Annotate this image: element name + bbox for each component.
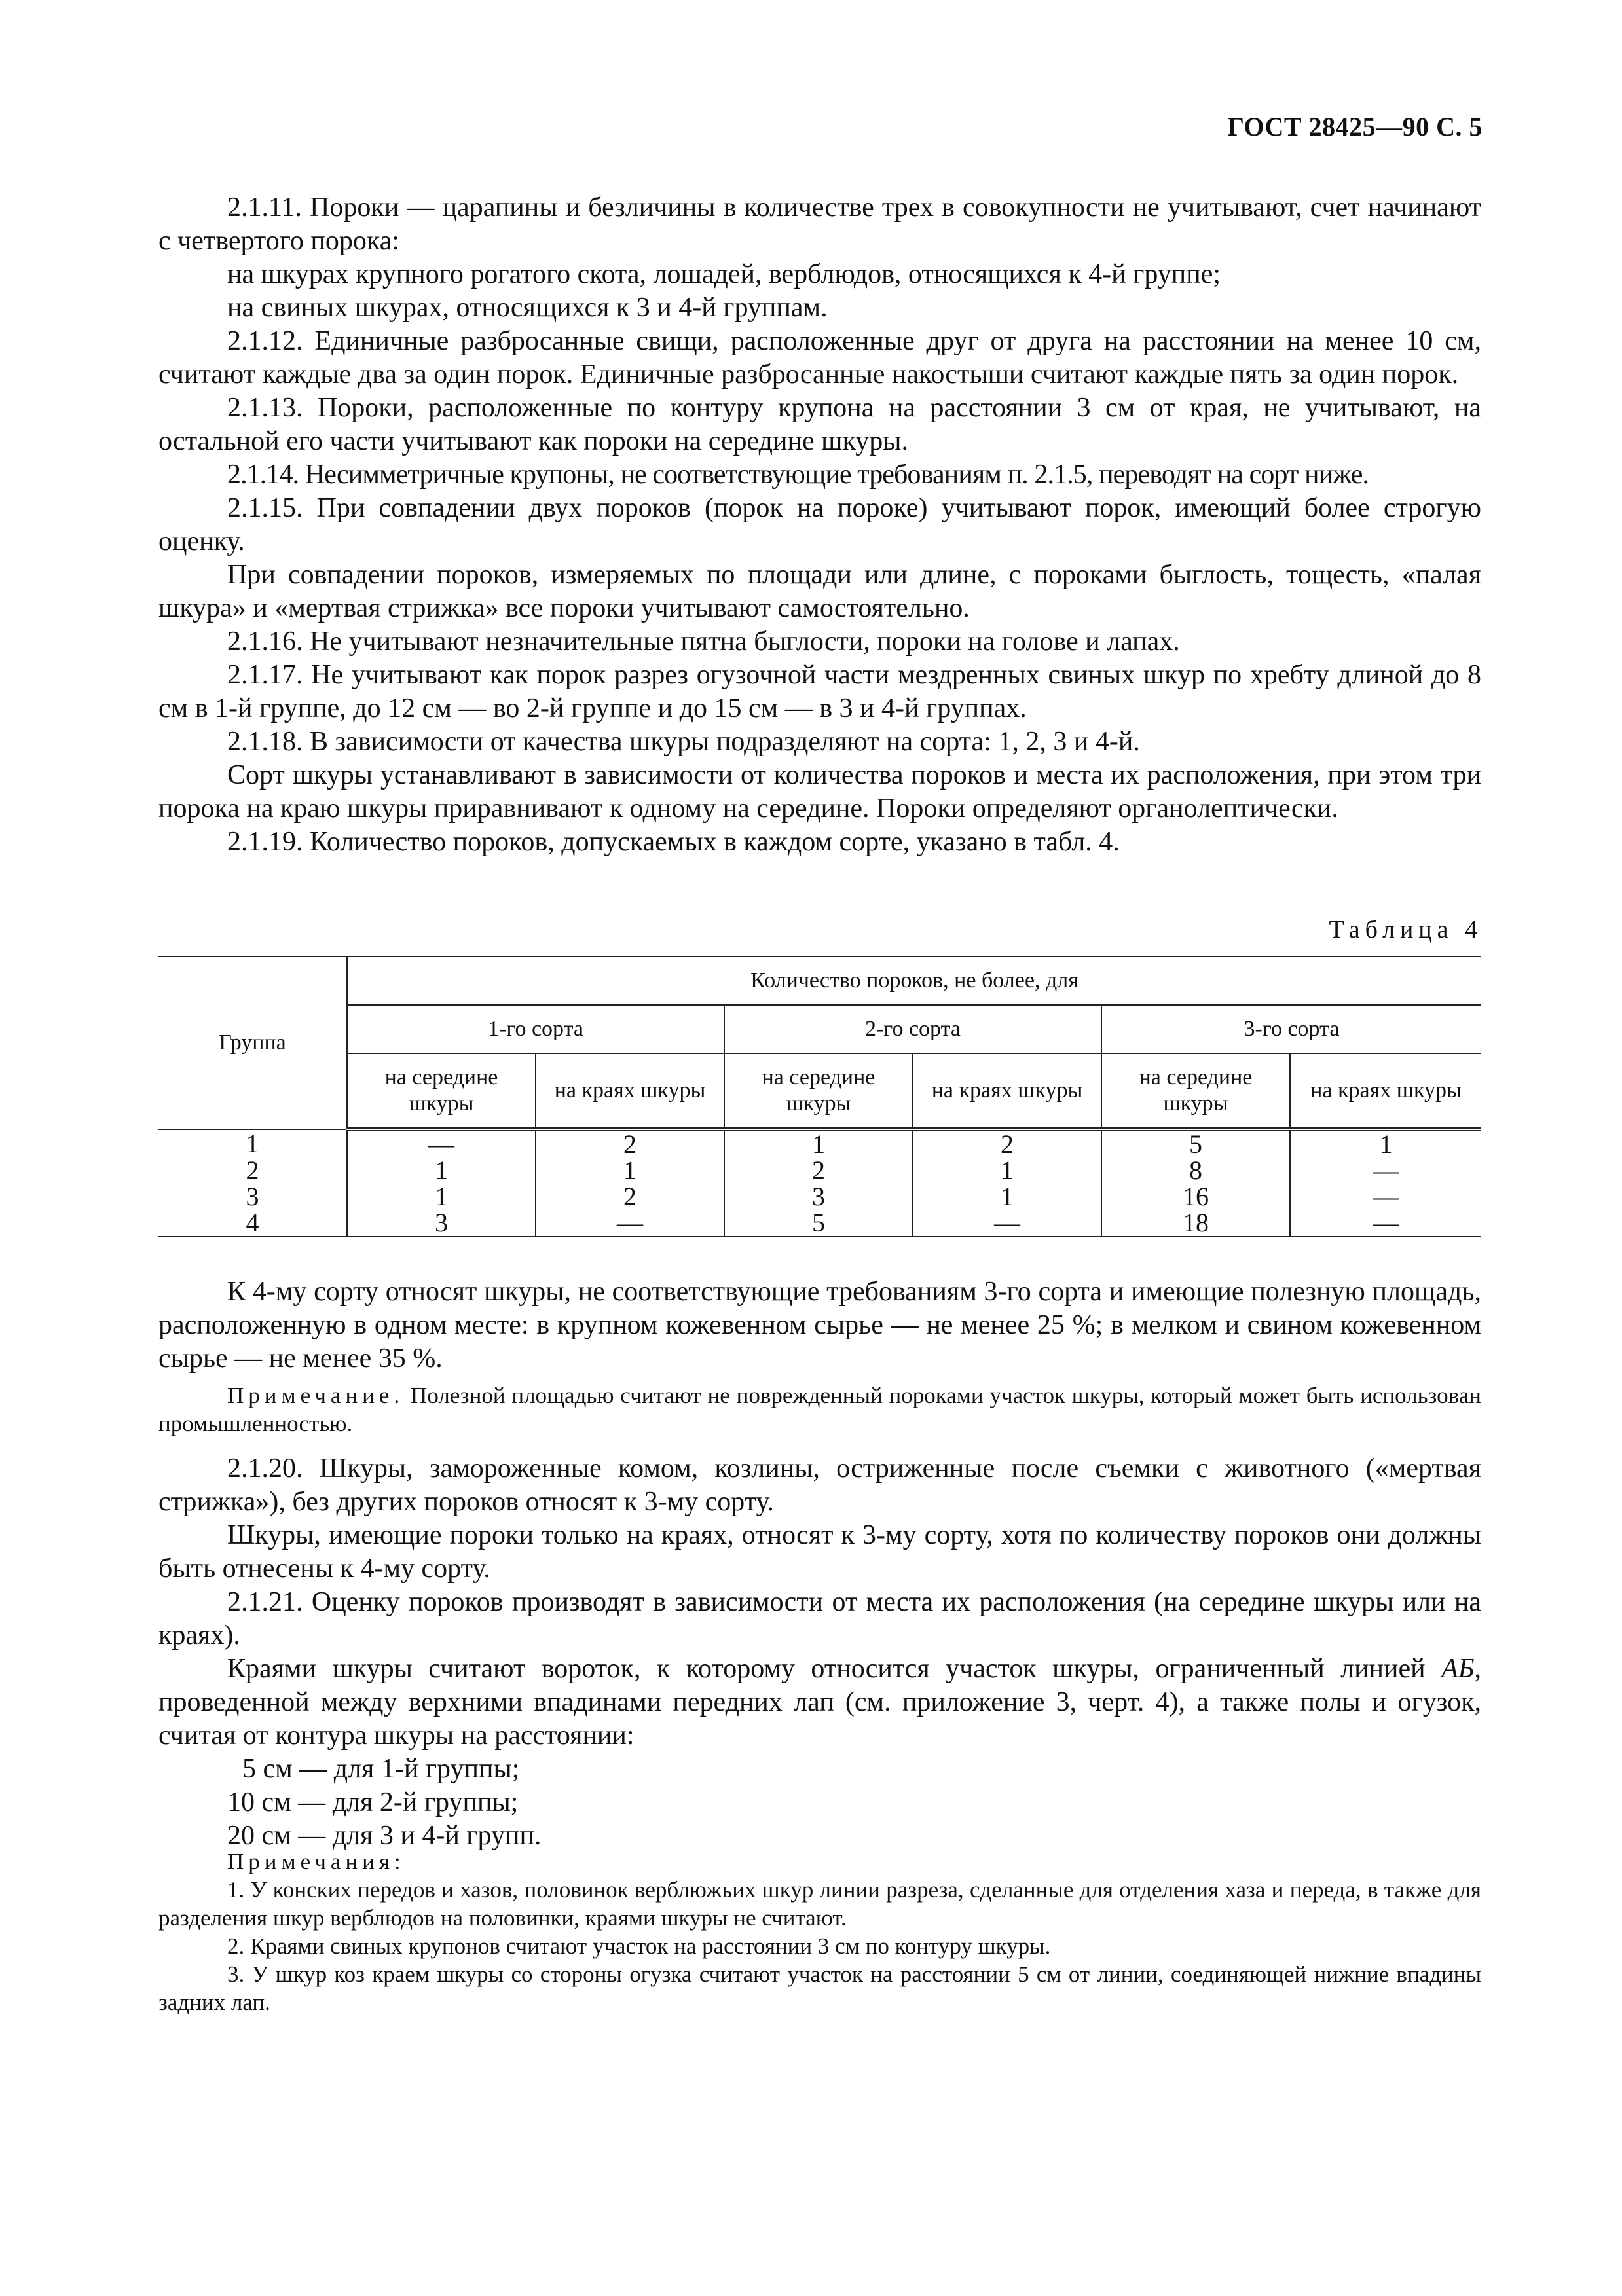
note-item: 2. Краями свиных крупонов считают участок на расстоянии 3 см по контуру шкуры. (227, 1933, 1051, 1959)
header-middle: на середине шкуры (347, 1053, 536, 1129)
distance-item: 20 см — для 3 и 4-й групп. (227, 1821, 542, 1851)
body-text-top (158, 191, 1481, 859)
paragraph: на свиных шкурах, относящихся к 3 и 4-й группам. (227, 293, 828, 323)
table-row (158, 1157, 1481, 1184)
paragraph: 2.1.19. Количество пороков, допускаемых в каждом сорте, указано в табл. 4. (227, 827, 1120, 857)
table-cell: 1 (347, 1157, 536, 1184)
table-cell: 1 (158, 1129, 347, 1157)
header-span: Количество пороков, не более, для (347, 957, 1481, 1005)
paragraph: 2.1.12. Единичные разбросанные свищи, расположенные друг от друга на расстоянии на менее 10 см, считают каждые два за один порок. Единичные разбросанные накостыши считают каждые пять за один порок. (158, 326, 1481, 390)
table-cell: 3 (347, 1210, 536, 1237)
paragraph: 2.1.21. Оценку пороков производят в зависимости от места их расположения (на середине шкуры или на краях). (158, 1587, 1481, 1650)
paragraph: Сорт шкуры устанавливают в зависимости от количества пороков и места их расположения, при этом три порока на краю шкуры приравнивают к одному на середине. Пороки определяют органолептически. (158, 760, 1481, 824)
paragraph: на шкурах крупного рогатого скота, лошадей, верблюдов, относящихся к 4-й группе; (227, 259, 1221, 289)
header-edges: на краях шкуры (536, 1053, 724, 1129)
header-middle: на середине шкуры (1101, 1053, 1290, 1129)
table-cell: 3 (158, 1184, 347, 1210)
paragraph: 2.1.11. Пороки — царапины и безличины в количестве трех в совокупности не учитывают, счет начинают с четвертого порока: (158, 192, 1481, 256)
paragraph: 2.1.13. Пороки, расположенные по контуру крупона на расстоянии 3 см от края, не учитывают, на остальной его части учитывают как пороки на середине шкуры. (158, 393, 1481, 456)
table-row (158, 1210, 1481, 1237)
header-sort-2: 2-го сорта (724, 1005, 1101, 1053)
header-group: Группа (158, 957, 347, 1129)
paragraph: При совпадении пороков, измеряемых по площади или длине, с пороками быглость, тощесть, «палая шкура» и «мертвая стрижка» все пороки учитывают самостоятельно. (158, 560, 1481, 623)
table-cell: — (1290, 1184, 1481, 1210)
table-cell: 5 (1101, 1129, 1290, 1157)
table-cell: — (1290, 1210, 1481, 1237)
header-sort-1: 1-го сорта (347, 1005, 724, 1053)
paragraph: К 4-му сорту относят шкуры, не соответствующие требованиям 3-го сорта и имеющие полезную площадь, расположенную в одном месте: в крупном кожевенном сырье — не менее 25 %; в мелком и свином кожевенном сырье — не менее 35 %. (158, 1277, 1481, 1374)
table-cell: 1 (1290, 1129, 1481, 1157)
table-cell: 2 (913, 1129, 1101, 1157)
table-caption: Таблица 4 (1329, 916, 1483, 943)
header-middle: на середине шкуры (724, 1053, 913, 1129)
after-table-text (158, 1275, 1481, 1376)
header-edges: на краях шкуры (1290, 1053, 1481, 1129)
note-item: 3. У шкур коз краем шкуры со стороны огузка считают участок на расстоянии 5 см от линии, соединяющей нижние впадины задних лап. (158, 1961, 1481, 2015)
paragraph: 2.1.14. Несимметричные крупоны, не соответствующие требованиям п. 2.1.5, переводят на сорт ниже. (227, 460, 1369, 490)
table-cell: 1 (913, 1184, 1101, 1210)
body-text-bottom (158, 1452, 1481, 1853)
paragraph: Краями шкуры считают вороток, к которому относится участок шкуры, ограниченный линией АБ, проведенной между верхними впадинами передних лап (см. приложение 3, черт. 4), а также полы и огузок, считая от контура шкуры на расстоянии: (158, 1654, 1481, 1751)
table-cell: 16 (1101, 1184, 1290, 1210)
note-label: Примечание. (227, 1383, 405, 1408)
paragraph: 2.1.18. В зависимости от качества шкуры подразделяют на сорта: 1, 2, 3 и 4-й. (227, 727, 1140, 757)
table-cell: — (536, 1210, 724, 1237)
table-row (158, 1184, 1481, 1210)
defects-table (158, 956, 1481, 1237)
table-cell: 4 (158, 1210, 347, 1237)
note-item: 1. У конских передов и хазов, половинок верблюжьих шкур линии разреза, сделанные для отделения хаза и переда, в также для разделения шкур верблюдов на половинки, краями шкуры не считают. (158, 1877, 1481, 1931)
table-cell: — (347, 1129, 536, 1157)
table-cell: 8 (1101, 1157, 1290, 1184)
table-cell: 2 (158, 1157, 347, 1184)
table-cell: 1 (347, 1184, 536, 1210)
line-ab: АБ (1441, 1654, 1475, 1684)
header-edges: на краях шкуры (913, 1053, 1101, 1129)
note-useful-area (158, 1381, 1481, 1438)
distance-item: 5 см — для 1-й группы; (242, 1754, 520, 1784)
page-header: ГОСТ 28425—90 С. 5 (1227, 112, 1483, 141)
paragraph: 2.1.20. Шкуры, замороженные комом, козлины, остриженные после съемки с животного («мертвая стрижка»), без других пороков относят к 3-му сорту. (158, 1453, 1481, 1517)
table-cell: 1 (536, 1157, 724, 1184)
table-cell: 18 (1101, 1210, 1290, 1237)
table-cell: — (1290, 1157, 1481, 1184)
paragraph: 2.1.16. Не учитывают незначительные пятна быглости, пороки на голове и лапах. (227, 627, 1180, 657)
paragraph: Шкуры, имеющие пороки только на краях, относят к 3-му сорту, хотя по количеству пороков они должны быть отнесены к 4-му сорту. (158, 1520, 1481, 1584)
paragraph: 2.1.17. Не учитывают как порок разрез огузочной части мездренных свиных шкур по хребту длиной до 8 см в 1-й группе, до 12 см — во 2-й группе и до 15 см — в 3 и 4-й группах. (158, 660, 1481, 723)
table-cell: 3 (724, 1184, 913, 1210)
table-cell: 2 (536, 1129, 724, 1157)
table-cell: 2 (724, 1157, 913, 1184)
header-sort-3: 3-го сорта (1101, 1005, 1481, 1053)
notes-label: Примечания: (227, 1849, 405, 1874)
table-cell: 2 (536, 1184, 724, 1210)
table-cell: — (913, 1210, 1101, 1237)
table-cell: 1 (724, 1129, 913, 1157)
distance-item: 10 см — для 2-й группы; (227, 1787, 519, 1817)
table-cell: 5 (724, 1210, 913, 1237)
note-text: Полезной площадью считают не поврежденный пороками участок шкуры, который может быть использован промышленностью. (158, 1383, 1482, 1436)
table-cell: 1 (913, 1157, 1101, 1184)
notes-block (158, 1848, 1481, 2016)
table-row (158, 1129, 1481, 1157)
paragraph: 2.1.15. При совпадении двух пороков (порок на пороке) учитывают порок, имеющий более строгую оценку. (158, 493, 1481, 556)
